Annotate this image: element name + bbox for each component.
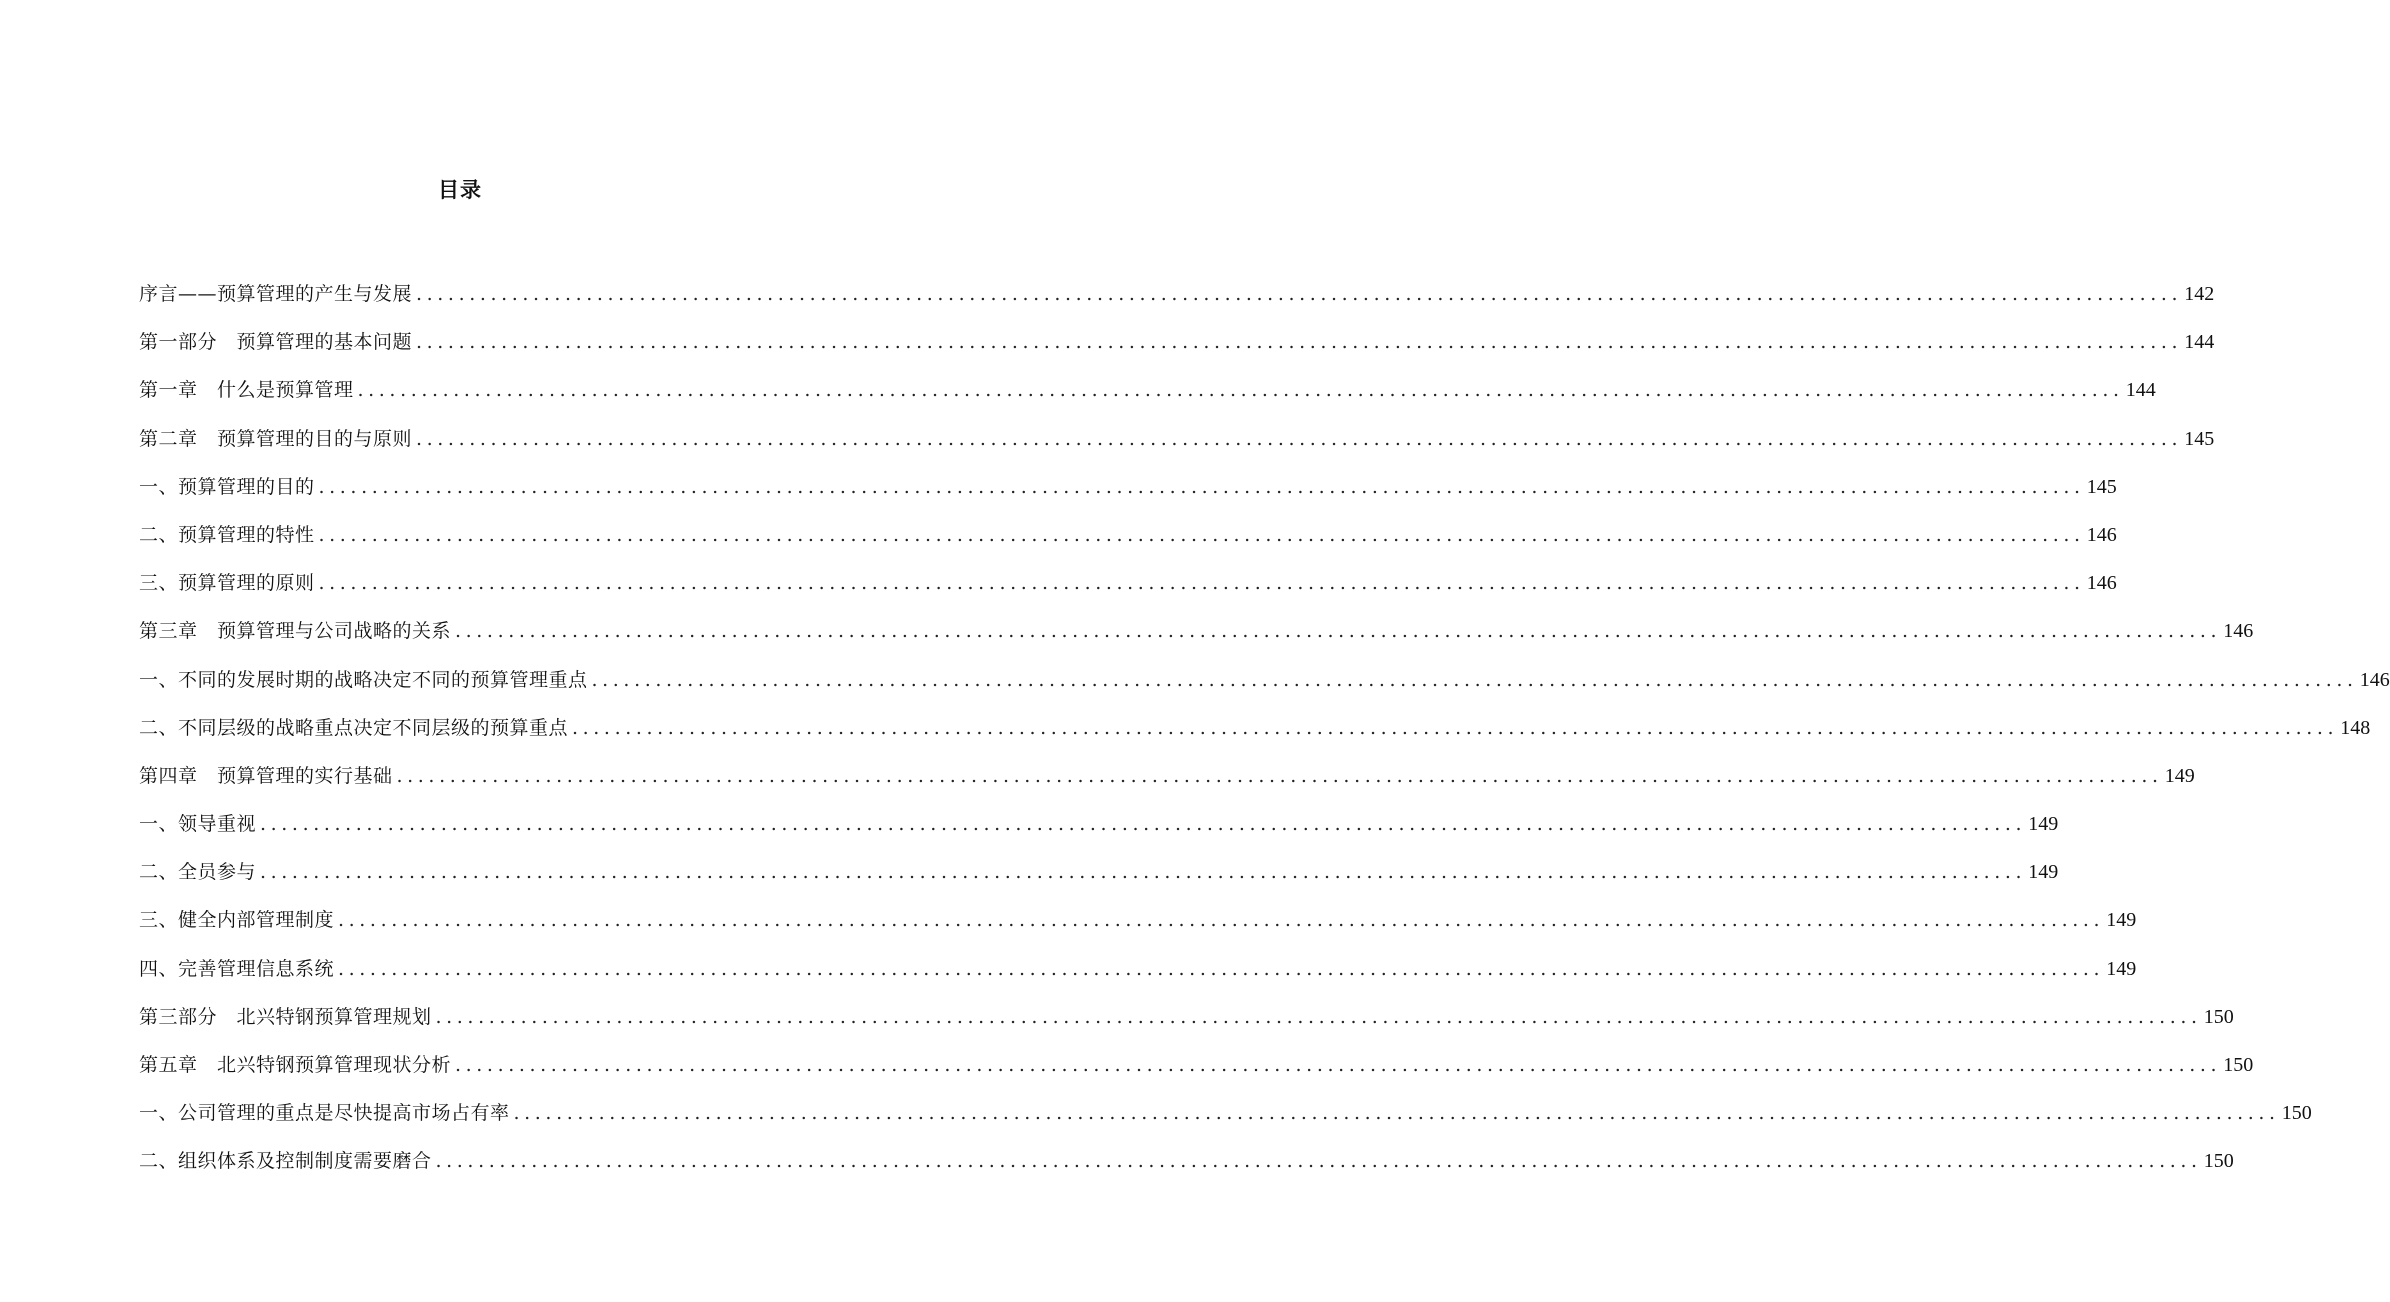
toc-page-number: 145 xyxy=(2086,475,2117,498)
toc-page-number: 148 xyxy=(2340,716,2371,739)
toc-page-number: 150 xyxy=(2203,1005,2234,1028)
toc-entry[interactable] xyxy=(139,1143,2234,1191)
toc-entry[interactable] xyxy=(139,758,2195,806)
toc-entry[interactable] xyxy=(139,1047,2254,1095)
toc-entry[interactable] xyxy=(139,999,2234,1047)
toc-entry-title: 第三部分 北兴特钢预算管理规划 xyxy=(139,1005,432,1028)
toc-title: 目录 xyxy=(438,177,482,202)
toc-dot-leader: ...................................................................................................................................................................... xyxy=(435,1005,2202,1028)
toc-entry-title: 第三章 预算管理与公司战略的关系 xyxy=(139,620,452,643)
toc-page-number: 145 xyxy=(2184,427,2215,450)
toc-entry[interactable] xyxy=(139,902,2137,950)
toc-entry[interactable] xyxy=(139,951,2137,999)
toc-entry-title: 序言——预算管理的产生与发展 xyxy=(139,283,413,305)
toc-page-number: 149 xyxy=(2164,764,2195,787)
toc-entry[interactable] xyxy=(139,806,2059,854)
toc-dot-leader: ...................................................................................................................................................................... xyxy=(416,427,2183,450)
toc-entry-title: 一、预算管理的目的 xyxy=(139,475,315,498)
toc-entry[interactable] xyxy=(139,1095,2312,1143)
toc-entry[interactable] xyxy=(139,710,2371,758)
toc-page-number: 149 xyxy=(2028,813,2059,836)
toc-entry-title: 第二章 预算管理的目的与原则 xyxy=(139,427,413,450)
toc-entry[interactable] xyxy=(139,421,2215,469)
toc-entry-title: 第五章 北兴特钢预算管理现状分析 xyxy=(139,1054,452,1076)
toc-page-number: 146 xyxy=(2086,572,2117,595)
toc-entry-title: 二、组织体系及控制制度需要磨合 xyxy=(139,1150,432,1173)
toc-dot-leader: ...................................................................................................................................................................... xyxy=(318,572,2085,595)
toc-entry[interactable] xyxy=(139,324,2215,372)
toc-entry[interactable] xyxy=(139,517,2117,565)
toc-dot-leader: ...................................................................................................................................................................... xyxy=(435,1150,2202,1173)
toc-entry-title: 第一章 什么是预算管理 xyxy=(139,379,354,402)
toc-entry[interactable] xyxy=(139,613,2254,661)
toc-dot-leader: ...................................................................................................................................................................... xyxy=(455,1054,2222,1076)
toc-entry-title: 二、全员参与 xyxy=(139,861,257,884)
toc-entry-title: 第四章 预算管理的实行基础 xyxy=(139,764,393,787)
toc-entry-title: 第一部分 预算管理的基本问题 xyxy=(139,331,413,354)
toc-entry[interactable] xyxy=(139,469,2117,517)
toc-page-number: 149 xyxy=(2106,909,2137,932)
toc-dot-leader: ...................................................................................................................................................................... xyxy=(318,523,2085,546)
toc-dot-leader: ...................................................................................................................................................................... xyxy=(591,668,2358,691)
toc-dot-leader: ...................................................................................................................................................................... xyxy=(416,331,2183,354)
toc-entry-title: 一、领导重视 xyxy=(139,813,257,836)
toc-entry[interactable] xyxy=(139,662,2390,710)
toc-page-number: 149 xyxy=(2106,957,2137,980)
toc-dot-leader: ...................................................................................................................................................................... xyxy=(416,283,2183,305)
toc-entry[interactable] xyxy=(139,276,2215,324)
toc-page-number: 149 xyxy=(2028,861,2059,884)
toc-dot-leader: ...................................................................................................................................................................... xyxy=(338,909,2105,932)
toc-dot-leader: ...................................................................................................................................................................... xyxy=(357,379,2124,402)
toc-page-number: 150 xyxy=(2281,1102,2312,1125)
toc-dot-leader: ...................................................................................................................................................................... xyxy=(513,1102,2280,1125)
toc-page-number: 146 xyxy=(2086,523,2117,546)
toc-entry[interactable] xyxy=(139,854,2059,902)
toc-page-number: 146 xyxy=(2359,668,2390,691)
toc-page-number: 150 xyxy=(2223,1054,2254,1076)
toc-page-number: 142 xyxy=(2184,283,2215,305)
toc-entry-title: 一、公司管理的重点是尽快提高市场占有率 xyxy=(139,1102,510,1125)
toc-dot-leader: ...................................................................................................................................................................... xyxy=(318,475,2085,498)
toc-dot-leader: ...................................................................................................................................................................... xyxy=(572,716,2339,739)
toc-page-number: 146 xyxy=(2223,620,2254,643)
toc-entry-title: 二、不同层级的战略重点决定不同层级的预算重点 xyxy=(139,716,569,739)
toc-entry-title: 一、不同的发展时期的战略决定不同的预算管理重点 xyxy=(139,668,588,691)
toc-dot-leader: ...................................................................................................................................................................... xyxy=(396,764,2163,787)
toc-list xyxy=(139,276,2390,1192)
toc-entry-title: 三、健全内部管理制度 xyxy=(139,909,335,932)
toc-dot-leader: ...................................................................................................................................................................... xyxy=(260,861,2027,884)
toc-entry-title: 二、预算管理的特性 xyxy=(139,523,315,546)
toc-entry[interactable] xyxy=(139,372,2156,420)
toc-page-number: 144 xyxy=(2125,379,2156,402)
toc-dot-leader: ...................................................................................................................................................................... xyxy=(338,957,2105,980)
toc-entry-title: 四、完善管理信息系统 xyxy=(139,957,335,980)
toc-dot-leader: ...................................................................................................................................................................... xyxy=(260,813,2027,836)
toc-entry-title: 三、预算管理的原则 xyxy=(139,572,315,595)
toc-page-number: 150 xyxy=(2203,1150,2234,1173)
toc-page-number: 144 xyxy=(2184,331,2215,354)
toc-entry[interactable] xyxy=(139,565,2117,613)
toc-dot-leader: ...................................................................................................................................................................... xyxy=(455,620,2222,643)
